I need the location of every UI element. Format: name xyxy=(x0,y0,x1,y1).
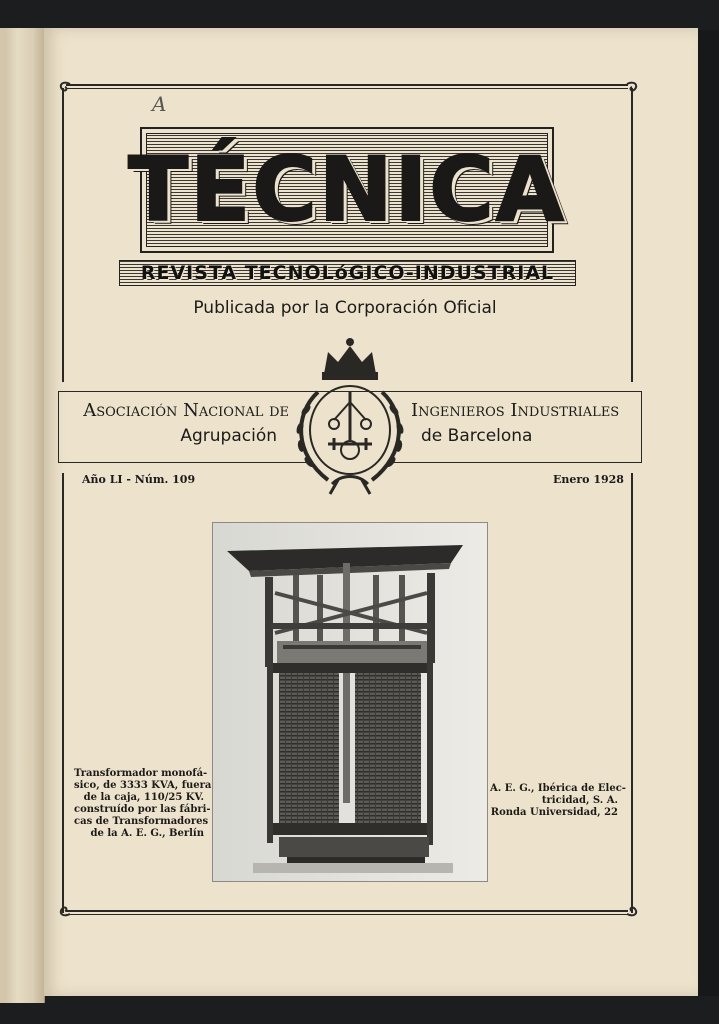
crest-emblem-icon xyxy=(288,334,412,500)
masthead-box xyxy=(128,127,566,253)
border-left-upper xyxy=(62,88,64,382)
border-right-upper xyxy=(631,88,633,382)
transformer-illustration xyxy=(213,523,487,881)
association-line1-right: Ingenieros Industriales xyxy=(411,400,620,421)
caption-line: de la caja, 110/25 KV. xyxy=(83,792,204,803)
association-line1-left: Asociación Nacional de xyxy=(83,400,289,421)
advertiser-caption-right xyxy=(490,783,626,819)
corner-scroll-icon xyxy=(623,78,641,96)
caption-line: construído por las fábri- xyxy=(74,804,211,815)
caption-line: de la A. E. G., Berlín xyxy=(90,828,204,839)
border-bottom xyxy=(66,910,628,912)
border-top-inner xyxy=(66,88,628,89)
border-top xyxy=(66,84,628,86)
caption-line: tricidad, S. A. xyxy=(541,795,618,806)
caption-line: sico, de 3333 KVA, fuera xyxy=(74,780,212,791)
issue-number: Año LI - Núm. 109 xyxy=(82,473,196,486)
border-bottom-inner xyxy=(66,914,628,915)
caption-line: cas de Transformadores xyxy=(74,816,209,827)
caption-line: Ronda Universidad, 22 xyxy=(490,807,618,818)
masthead-panel xyxy=(128,133,566,247)
association-line2-left: Agrupación xyxy=(180,426,277,446)
corner-scroll-icon xyxy=(623,902,641,920)
corner-scroll-icon xyxy=(56,902,74,920)
corner-scroll-icon xyxy=(56,78,74,96)
masthead-subtitle: REVISTA TECNOLóGICO-INDUSTRIAL xyxy=(119,260,576,286)
border-left-lower xyxy=(62,473,64,913)
photo-caption-left xyxy=(74,768,212,840)
issue-date: Enero 1928 xyxy=(553,473,624,486)
page-shadow xyxy=(698,30,719,996)
border-right-lower xyxy=(631,473,633,913)
association-line2-right: de Barcelona xyxy=(421,426,533,446)
caption-line: A. E. G., Ibérica de Elec- xyxy=(490,783,626,794)
masthead-title: TÉCNICA xyxy=(128,138,566,241)
transformer-photo xyxy=(212,522,488,882)
book-spine xyxy=(0,28,45,1003)
published-by: Publicada por la Corporación Oficial xyxy=(193,298,497,318)
caption-line: Transformador monofá- xyxy=(74,768,208,779)
handwritten-mark: A xyxy=(152,92,167,116)
spine-edge xyxy=(0,28,6,1003)
cover-page xyxy=(44,28,698,996)
